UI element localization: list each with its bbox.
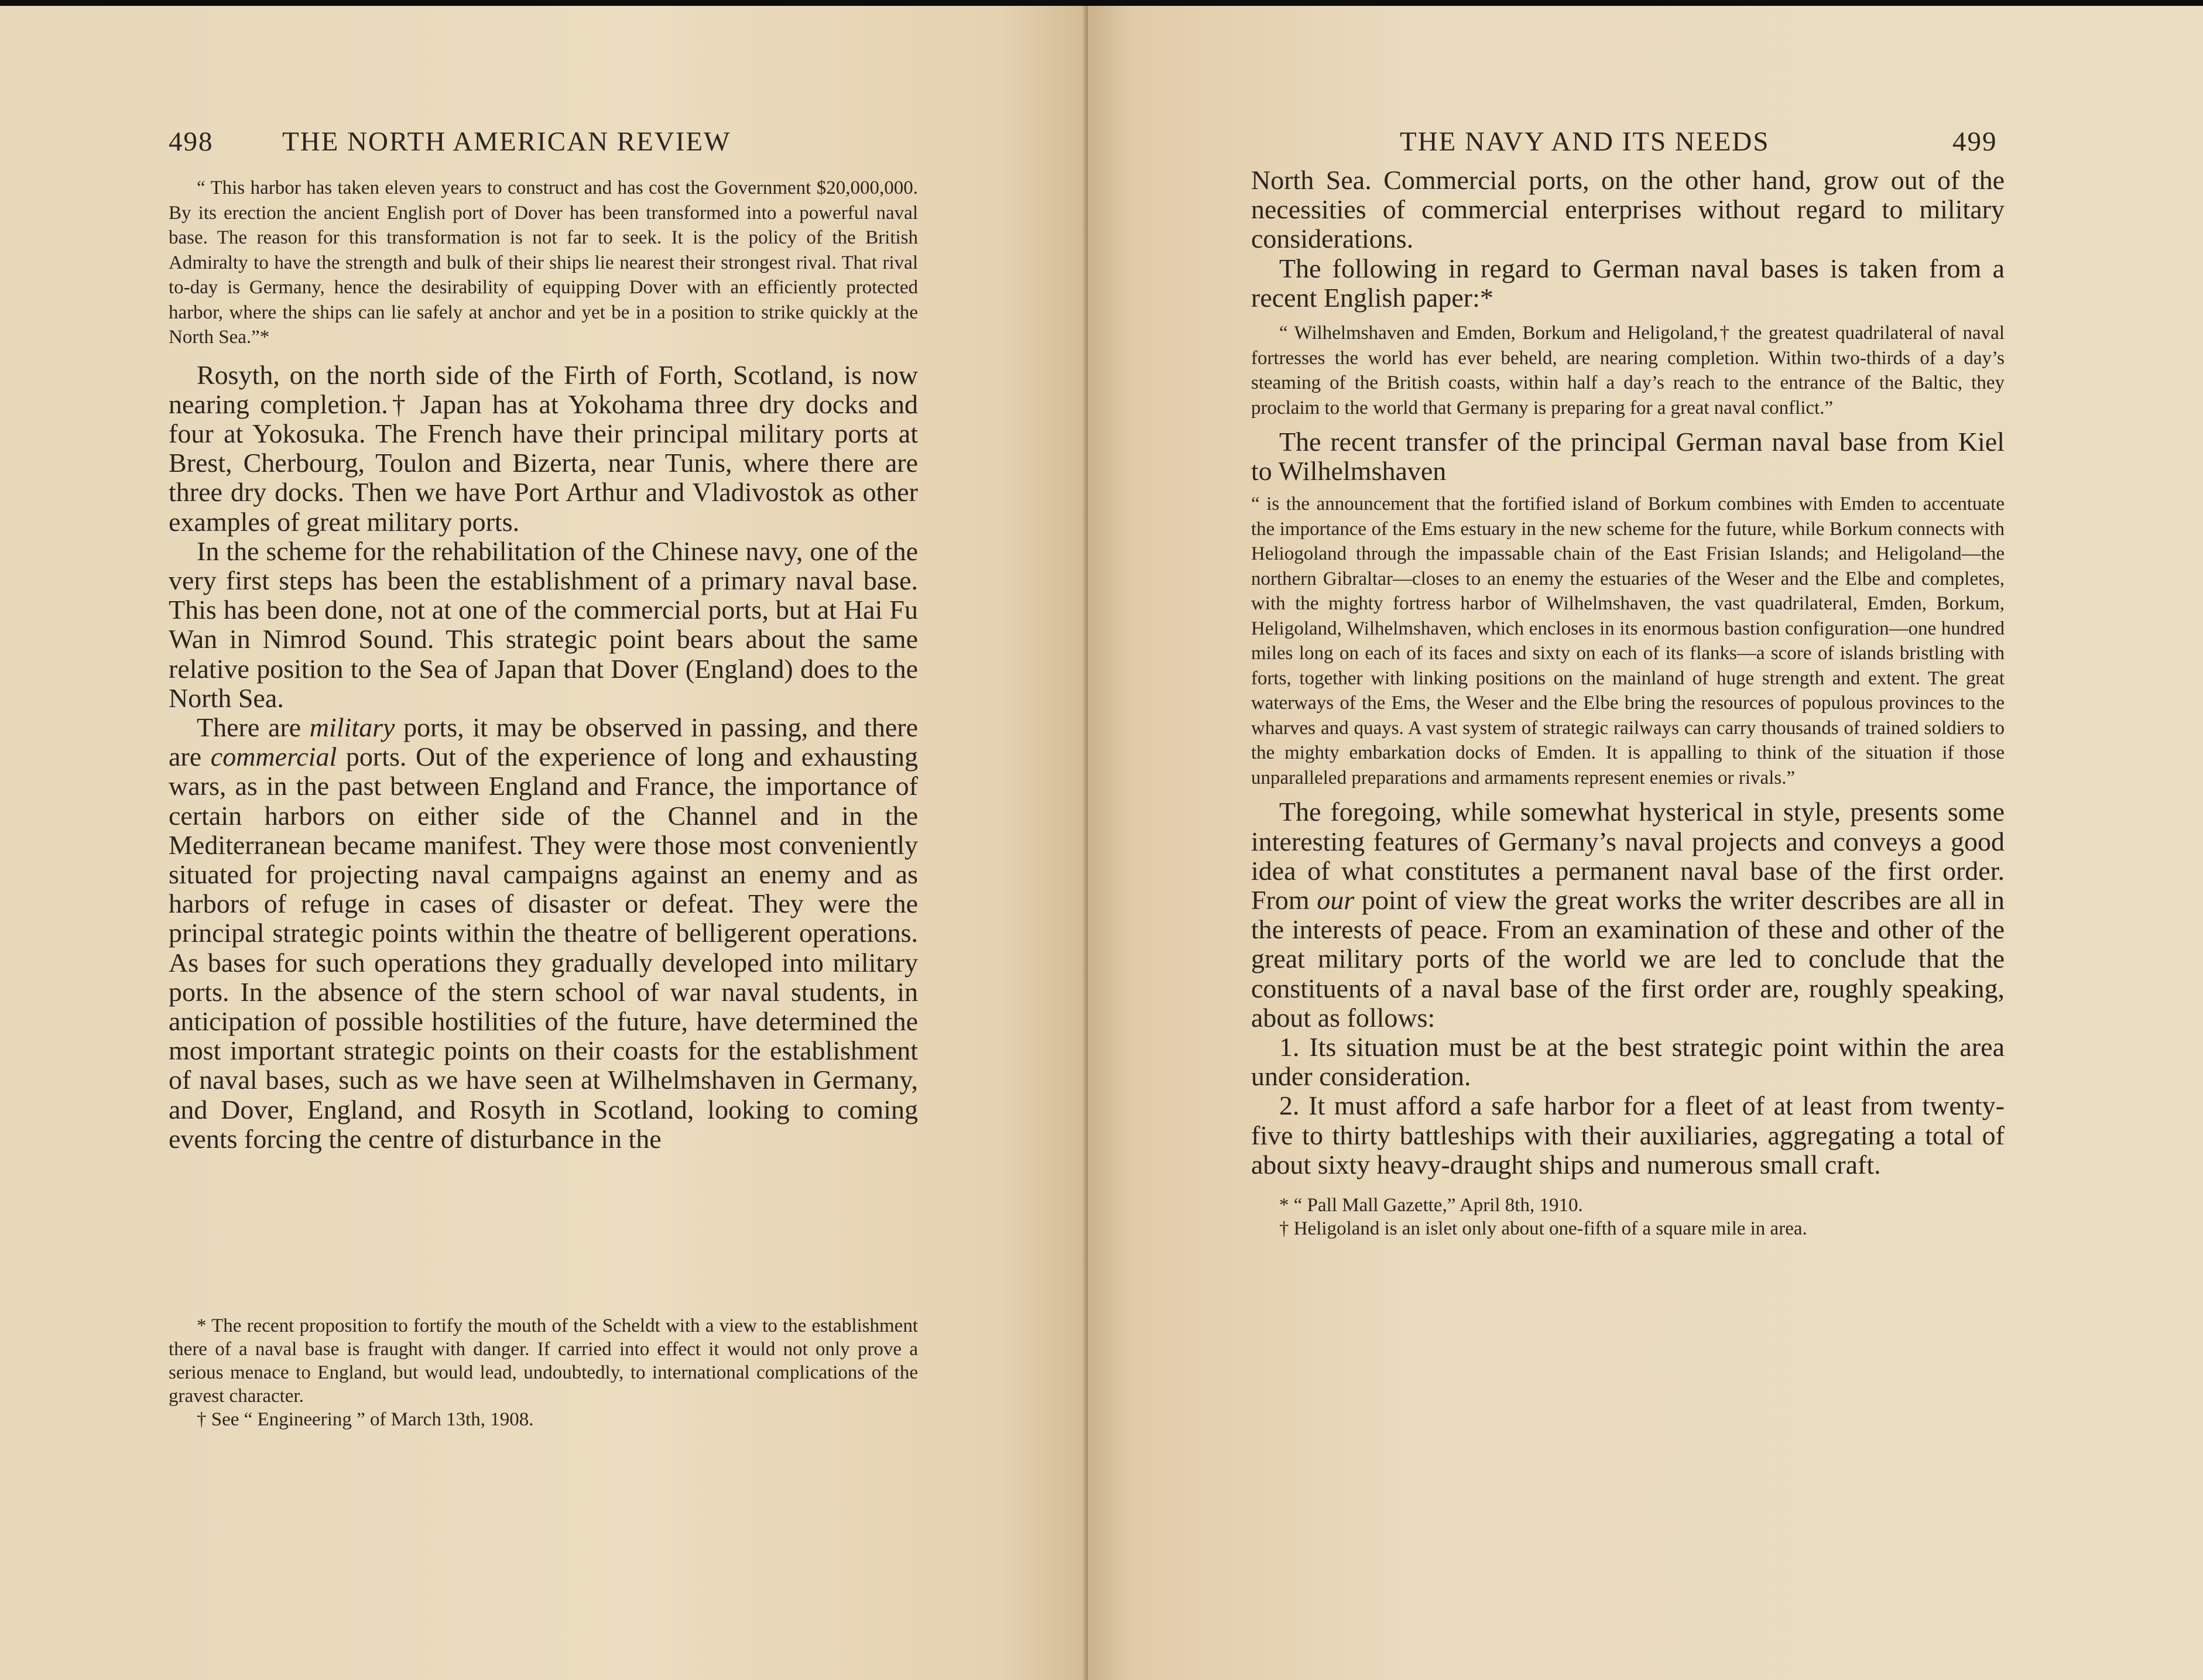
left-paragraph-military-ports [169,713,918,1154]
left-page [0,6,1088,1680]
right-list-item-2: 2. It must afford a safe harbor for a fleet of at least from twenty-five to thirty battleships with their auxiliaries, aggregating a total of about sixty heavy-draught ships and numerous small craft. [1251,1091,2005,1180]
right-paragraph-kiel-transfer: The recent transfer of the principal German naval base from Kiel to Wilhelmshaven [1251,427,2005,486]
paragraph-text: ports. Out of the experience of long and exhausting wars, as in the past between England and France, the importance of certain harbors on either side of the Channel and in the Mediterranean became manifest. They were those most conveniently situated for projecting naval campaigns against an enemy and as harbors of refuge in cases of disaster or defeat. They were the principal strategic points within the theatre of belligerent operations. As bases for such operations they gradually developed into military ports. In the absence of the stern school of war naval students, in anticipation of possible hostilities of the future, have determined the most important strategic points on their coasts for the establishment of naval bases, such as we have seen at Wilhelmshaven in Germany, and Dover, England, and Rosyth in Scotland, looking to coming events forcing the centre of disturbance in the [169,742,918,1154]
italic-commercial: commercial [210,742,337,772]
right-paragraph-german-bases: The following in regard to German naval bases is taken from a recent English paper:* [1251,253,2005,313]
paragraph-text: point of view the great works the writer describes are all in the interests of peace. From an examination of these and other of the great military ports of the world we are led to conclude that the constituents of a naval base of the first order are, roughly speaking, about as follows: [1251,885,2005,1033]
right-page-number: 499 [1952,126,1998,157]
left-footnote-asterisk: * The recent proposition to fortify the mouth of the Scheldt with a view to the establishment there of a naval base is fraught with danger. If carried into effect it would not only prove a serious menace to England, but would lead, undoubtedly, to international complications of the gravest character. [169,1315,918,1407]
right-footnote-asterisk: * “ Pall Mall Gazette,” April 8th, 1910. [1279,1195,1583,1216]
italic-our: our [1317,885,1355,916]
right-block-quote-2: “ is the announcement that the fortified island of Borkum combines with Emden to accentuate the importance of the Ems estuary in the new scheme for the future, while Borkum connects with Heliogoland through the impassable chain of the East Frisian Islands; and Heligoland—the northern Gibraltar—closes to an enemy the estuaries of the Weser and the Elbe and completes, with the mighty fortress harbor of Wilhelmshaven, the vast quadrilateral, Emden, Borkum, Heligoland, Wilhelmshaven, which encloses in its enormous bastion configuration—one hundred miles long on each of its faces and sixty on each of its flanks—a score of islands bristling with forts, together with linking positions on the mainland of huge strength and extent. The great waterways of the Ems, the Weser and the Elbe bring the resources of populous provinces to the wharves and quays. A vast system of strategic railways can carry thousands of trained soldiers to the mighty embarkation docks of Emden. It is appalling to think of the situation if those unparalleled preparations and armaments represent enemies or rivals.” [1251,493,2005,788]
left-paragraph-rosyth [169,361,918,537]
left-running-head: THE NORTH AMERICAN REVIEW [282,126,731,157]
left-footnotes [169,1314,918,1431]
italic-military: military [309,712,395,742]
paragraph-text: In the scheme for the rehabilitation of the Chinese navy, one of the very first steps has been the establishment of a primary naval base. This has been done, not at one of the commercial ports, but at Hai Fu Wan in Nimrod Sound. This strategic point bears about the same relative position to the Sea of Japan that Dover (England) does to the North Sea. [169,536,918,713]
left-page-number: 498 [169,126,214,157]
right-running-head: THE NAVY AND ITS NEEDS [1400,126,1770,157]
left-text-column [169,176,918,1154]
right-paragraph-foregoing [1251,797,2005,1033]
paragraph-text: The foregoing, while somewhat hysterical in style, presents some interesting features of Germany’s naval projects and conveys a good idea of what constitutes a permanent naval base of the first order. From [1251,797,2005,916]
right-block-quote-1: “ Wilhelmshaven and Emden, Borkum and Heligoland,† the greatest quadrilateral of naval fortresses the world has ever beheld, are nearing completion. Within two-thirds of a day’s steaming of the British coasts, within half a day’s reach to the entrance of the Baltic, they proclaim to the world that Germany is preparing for a great naval conflict.” [1251,323,2005,419]
left-paragraph-chinese-navy [169,537,918,713]
paragraph-text: Rosyth, on the north side of the Firth of Forth, Scotland, is now nearing completion.† Japan has at Yokohama three dry docks and four at Yokosuka. The French have their principal military ports at Brest, Cherbourg, Toulon and Bizerta, near Tunis, where there are three dry docks. Then we have Port Arthur and Vladivostok as other examples of great military ports. [169,359,918,537]
left-block-quote: “ This harbor has taken eleven years to construct and has cost the Government $20,000,000. By its erection the ancient English port of Dover has been transformed into a powerful naval base. The reason for this transformation is not far to seek. It is the policy of the British Admiralty to have the strength and bulk of their ships lie nearest their strongest rival. That rival to-day is Germany, hence the desirability of equipping Dover with an efficiently protected harbor, where the ships can lie safely at anchor and yet be in a position to strike quickly at the North Sea.”* [169,177,918,348]
paragraph-text: There are [197,712,310,742]
left-footnote-dagger: † See “ Engineering ” of March 13th, 1908. [197,1409,534,1430]
right-footnote-dagger: † Heligoland is an islet only about one-fifth of a square mile in area. [1279,1218,1807,1240]
right-list-item-1: 1. Its situation must be at the best strategic point within the area under consideration. [1251,1032,2005,1092]
right-paragraph-continued: North Sea. Commercial ports, on the other hand, grow out of the necessities of commercial enterprises without regard to military considerations. [1251,165,2005,254]
paragraph-text: ports, it may be observed in passing, and there are [169,712,918,772]
right-text-column [1251,166,2005,1240]
